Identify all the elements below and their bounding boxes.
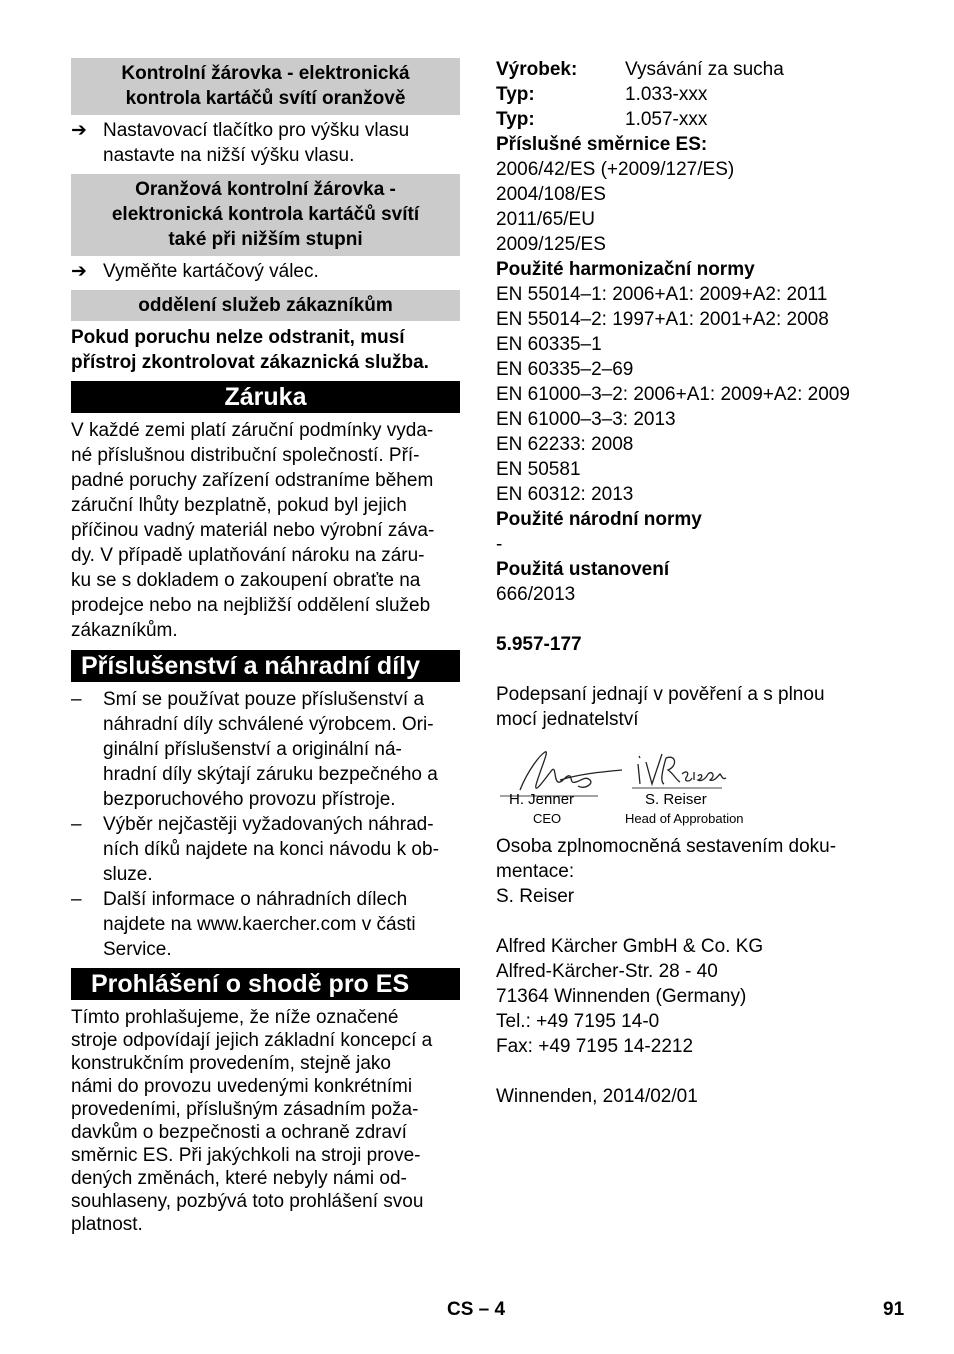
text-line: záruční lhůty bezplatně, pokud byl jejich (71, 495, 407, 516)
directive-item: 2009/125/ES (496, 234, 606, 255)
heading-line: oddělení služeb zákazníkům (138, 295, 393, 316)
text-line: dy. V případě uplatňování nároku na záru- (71, 545, 425, 566)
note-line: přístroj zkontrolovat zákaznická služba. (71, 352, 429, 373)
text-line: souhlaseny, pozbývá toto prohlášení svou (71, 1191, 424, 1212)
text-line: né příslušnou distribuční společností. Pří- (71, 445, 420, 466)
text-line: najdete na www.kaercher.com v části (103, 914, 416, 935)
product-label: Výrobek: (496, 59, 578, 80)
norm-item: EN 60335–2–69 (496, 359, 634, 380)
dash-bullet: – (71, 889, 82, 910)
directive-item: 2006/42/ES (+2009/127/ES) (496, 159, 735, 180)
text-line: platnost. (71, 1214, 143, 1235)
norm-item: EN 55014–2: 1997+A1: 2001+A2: 2008 (496, 309, 829, 330)
heading-line: také při nižším stupni (168, 229, 363, 250)
text-line: prodejce nebo na nejbližší oddělení služeb (71, 595, 431, 616)
instruction-line: Vyměňte kartáčový válec. (103, 261, 319, 282)
directive-item: 2004/108/ES (496, 184, 606, 205)
heading-accessories: Příslušenství a náhradní díly (71, 650, 460, 682)
signer-role: CEO (533, 811, 562, 826)
norm-item: EN 55014–1: 2006+A1: 2009+A2: 2011 (496, 284, 828, 305)
text-line: bezporuchového provozu přístroje. (103, 789, 396, 810)
dash-bullet: – (71, 814, 82, 835)
signer-name: S. Reiser (645, 791, 707, 808)
regulations-heading: Použitá ustanovení (496, 559, 670, 580)
signer-name: H. Jenner (509, 791, 575, 808)
type-value: 1.033-xxx (625, 84, 708, 105)
heading-line: kontrola kartáčů svítí oranžově (125, 88, 406, 109)
text-line: příčinou vadný materiál nebo výrobní záva- (71, 520, 435, 541)
document-number: 5.957-177 (496, 634, 582, 655)
dash-bullet: – (71, 689, 82, 710)
text-line: Další informace o náhradních dílech (103, 889, 408, 910)
norms-heading: Použité harmonizační normy (496, 259, 755, 280)
directives-heading: Příslušné směrnice ES: (496, 134, 708, 155)
page-number: 91 (883, 1299, 905, 1320)
signed-text-line: mocí jednatelství (496, 709, 639, 730)
text-line: ku se s dokladem o zakoupení obraťte na (71, 570, 421, 591)
text-line: Tímto prohlašujeme, že níže označené (71, 1007, 399, 1028)
arrow-right-icon: ➔ (71, 120, 87, 141)
text-line: ginální příslušenství a originální ná- (103, 739, 402, 760)
text-line: směrnic ES. Při jakýchkoli na stroji prove- (71, 1145, 421, 1166)
norm-item: EN 60312: 2013 (496, 484, 634, 505)
text-line: námi do provozu uvedenými konkrétními (71, 1076, 413, 1097)
heading-line: Oranžová kontrolní žárovka - (135, 179, 396, 200)
norm-item: EN 60335–1 (496, 334, 602, 355)
heading-ec-declaration: Prohlášení o shodě pro ES (71, 968, 460, 1000)
signed-text-line: Podepsaní jednají v pověření a s plnou (496, 684, 825, 705)
norm-item: EN 50581 (496, 459, 581, 480)
text-line: Výběr nejčastěji vyžadovaných náhrad- (103, 814, 434, 835)
company-line: Alfred-Kärcher-Str. 28 - 40 (496, 961, 718, 982)
type-value: 1.057-xxx (625, 109, 708, 130)
text-line: ních díků najdete na konci návodu k ob- (103, 839, 439, 860)
authorized-text-line: mentace: (496, 861, 575, 882)
place-date: Winnenden, 2014/02/01 (496, 1086, 698, 1107)
instruction-line: Nastavovací tlačítko pro výšku vlasu (103, 120, 410, 141)
section-heading-orange-lamp (71, 58, 460, 115)
national-norms-heading: Použité národní normy (496, 509, 702, 530)
heading-warranty: Záruka (71, 381, 460, 413)
section-heading-customer-service (71, 290, 460, 321)
text-line: davkům o bezpečnosti a ochraně zdraví (71, 1122, 407, 1143)
regulations-value: 666/2013 (496, 584, 576, 605)
company-line: Tel.: +49 7195 14-0 (496, 1011, 660, 1032)
authorized-name: S. Reiser (496, 886, 575, 907)
section-heading-orange-lamp-lower (71, 174, 460, 256)
text-line: dených změnách, které nebyly námi od- (71, 1168, 407, 1189)
norm-item: EN 61000–3–3: 2013 (496, 409, 676, 430)
text-line: V každé zemi platí záruční podmínky vyda- (71, 420, 434, 441)
directive-item: 2011/65/EU (496, 209, 595, 230)
product-value: Vysávání za sucha (625, 59, 784, 80)
section-page-label: CS – 4 (447, 1299, 506, 1320)
company-line: Alfred Kärcher GmbH & Co. KG (496, 936, 764, 957)
signer-role: Head of Approbation (625, 811, 744, 826)
service-note (71, 325, 460, 375)
signature-reiser (632, 748, 732, 793)
company-line: Fax: +49 7195 14-2212 (496, 1036, 694, 1057)
norm-item: EN 62233: 2008 (496, 434, 634, 455)
heading-line: Kontrolní žárovka - elektronická (121, 63, 410, 84)
company-line: 71364 Winnenden (Germany) (496, 986, 747, 1007)
note-line: Pokud poruchu nelze odstranit, musí (71, 327, 405, 348)
type-label: Typ: (496, 109, 535, 130)
text-line: provedeními, příslušným zásadním poža- (71, 1099, 419, 1120)
warranty-text (71, 418, 460, 643)
text-line: konstrukčním provedením, stejně jako (71, 1053, 391, 1074)
declaration-text (71, 1006, 460, 1236)
text-line: padné poruchy zařízení odstraníme během (71, 470, 434, 491)
text-line: Service. (103, 939, 172, 960)
type-label: Typ: (496, 84, 535, 105)
text-line: zákazníkům. (71, 620, 178, 641)
national-norms-value: - (496, 534, 503, 555)
norm-item: EN 61000–3–2: 2006+A1: 2009+A2: 2009 (496, 384, 850, 405)
text-line: Smí se používat pouze příslušenství a (103, 689, 425, 710)
text-line: stroje odpovídají jejich základní koncepcí a (71, 1030, 433, 1051)
instruction-line: nastavte na nižší výšku vlasu. (103, 145, 355, 166)
heading-line: elektronická kontrola kartáčů svítí (111, 204, 420, 225)
text-line: náhradní díly schválené výrobcem. Ori- (103, 714, 434, 735)
authorized-text-line: Osoba zplnomocněná sestavením doku- (496, 836, 837, 857)
text-line: sluze. (103, 864, 153, 885)
arrow-right-icon: ➔ (71, 261, 87, 282)
text-line: hradní díly skýtají záruku bezpečného a (103, 764, 438, 785)
